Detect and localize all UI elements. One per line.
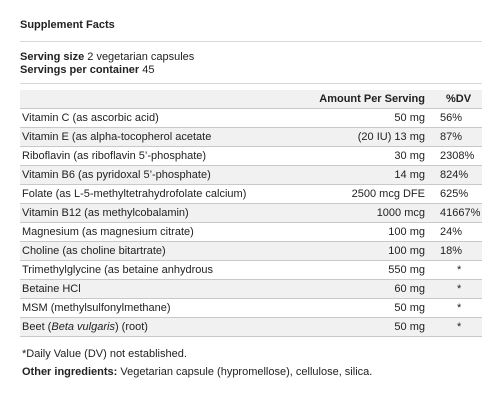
nutrient-daily-value: 24% <box>440 226 463 238</box>
table-header <box>20 90 482 109</box>
serving-size-label: Serving size <box>20 51 85 63</box>
nutrient-daily-value: * <box>457 283 462 295</box>
nutrient-amount: 50 mg <box>394 112 425 124</box>
nutrient-daily-value: 2308% <box>440 150 475 162</box>
nutrient-table <box>20 90 482 337</box>
nutrient-amount: 100 mg <box>388 245 425 257</box>
nutrient-daily-value: 87% <box>440 131 463 143</box>
nutrient-name: Trimethylglycine (as betaine anhydrous <box>22 264 213 276</box>
nutrient-amount: 14 mg <box>394 169 425 181</box>
other-ingredients-value: Vegetarian capsule (hypromellose), cellulose, silica. <box>120 366 373 378</box>
nutrient-daily-value: 18% <box>440 245 463 257</box>
nutrient-daily-value: 625% <box>440 188 469 200</box>
divider-middle <box>20 83 482 84</box>
servings-per-container-value: 45 <box>142 64 155 76</box>
other-ingredients-label: Other ingredients: <box>22 366 118 378</box>
nutrient-daily-value: 824% <box>440 169 469 181</box>
table-row <box>20 147 482 166</box>
nutrient-amount: 60 mg <box>394 283 425 295</box>
nutrient-daily-value: 56% <box>440 112 463 124</box>
nutrient-name: Vitamin E (as alpha-tocopherol acetate <box>22 131 212 143</box>
nutrient-daily-value: 41667% <box>440 207 481 219</box>
table-row <box>20 128 482 147</box>
nutrient-name <box>22 321 148 333</box>
table-row <box>20 223 482 242</box>
nutrient-name: Riboflavin (as riboflavin 5’-phosphate) <box>22 150 207 162</box>
table-row <box>20 166 482 185</box>
nutrient-amount: 100 mg <box>388 226 425 238</box>
nutrient-name: Vitamin C (as ascorbic acid) <box>22 112 159 124</box>
table-row <box>20 280 482 299</box>
nutrient-daily-value: * <box>457 321 462 333</box>
servings-per-container-line <box>20 64 155 77</box>
nutrient-name: Betaine HCl <box>22 283 81 295</box>
divider-top <box>20 41 482 42</box>
table-row <box>20 318 482 337</box>
nutrient-amount: 50 mg <box>394 302 425 314</box>
table-row <box>20 109 482 128</box>
footnote: *Daily Value (DV) not established. <box>22 348 187 360</box>
nutrient-name-suffix: ) (root) <box>114 321 148 333</box>
nutrient-name-prefix: Beet ( <box>22 321 52 333</box>
serving-size-value: 2 vegetarian capsules <box>87 51 195 63</box>
table-row <box>20 204 482 223</box>
nutrient-name: Vitamin B12 (as methylcobalamin) <box>22 207 189 219</box>
table-body <box>20 109 482 337</box>
nutrient-amount: 1000 mcg <box>376 207 425 219</box>
nutrient-daily-value: * <box>457 264 462 276</box>
header-daily-value: %DV <box>446 93 472 105</box>
serving-size-line <box>20 51 194 64</box>
header-amount-per-serving: Amount Per Serving <box>319 93 425 105</box>
nutrient-amount: (20 IU) 13 mg <box>357 131 425 143</box>
table-row <box>20 299 482 318</box>
panel-title: Supplement Facts <box>20 19 115 31</box>
servings-per-container-label: Servings per container <box>20 64 140 76</box>
nutrient-amount: 50 mg <box>394 321 425 333</box>
table-row <box>20 261 482 280</box>
nutrient-name: Magnesium (as magnesium citrate) <box>22 226 194 238</box>
nutrient-name: Vitamin B6 (as pyridoxal 5’-phosphate) <box>22 169 211 181</box>
table-row <box>20 185 482 204</box>
nutrient-amount: 550 mg <box>388 264 425 276</box>
nutrient-name: Choline (as choline bitartrate) <box>22 245 166 257</box>
other-ingredients <box>22 366 372 378</box>
nutrient-name-latin: Beta vulgaris <box>51 321 115 333</box>
nutrient-name: MSM (methylsulfonylmethane) <box>22 302 171 314</box>
nutrient-name: Folate (as L-5-methyltetrahydrofolate calcium) <box>22 188 247 200</box>
nutrient-amount: 30 mg <box>394 150 425 162</box>
nutrient-amount: 2500 mcg DFE <box>351 188 425 200</box>
nutrient-daily-value: * <box>457 302 462 314</box>
table-row <box>20 242 482 261</box>
